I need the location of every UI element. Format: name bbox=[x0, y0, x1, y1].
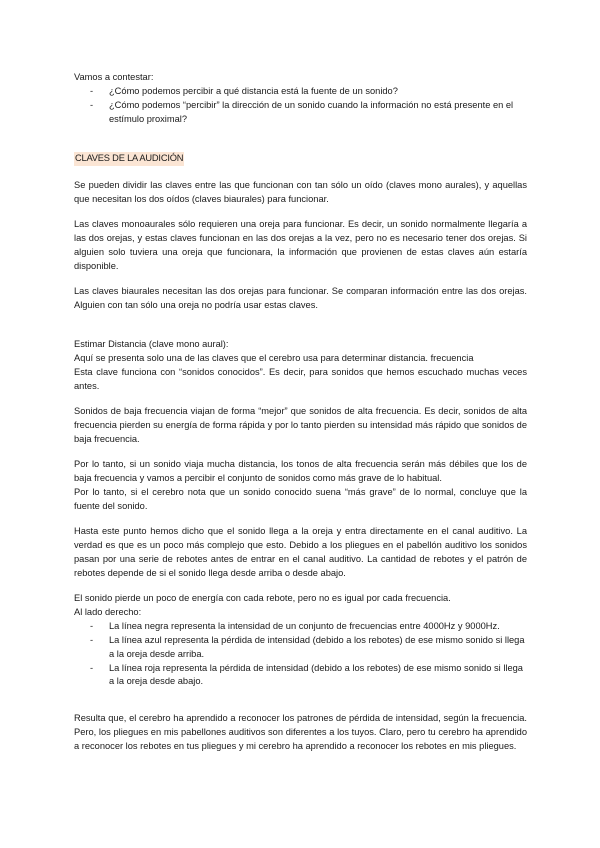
list-item-text: La línea roja representa la pérdida de intensidad (debido a los rebotes) de ese mismo sonido si llega a la oreja desde abajo. bbox=[109, 662, 523, 687]
bullet: - bbox=[90, 620, 94, 631]
list-item-text: La línea azul representa la pérdida de intensidad (debido a los rebotes) de ese mismo sonido si llega a la oreja desde arriba. bbox=[109, 634, 525, 659]
list-item bbox=[74, 634, 527, 662]
subheading: Estimar Distancia (clave mono aural): bbox=[74, 339, 229, 349]
intro-lead: Vamos a contestar: bbox=[74, 72, 154, 82]
paragraph-text: Se pueden dividir las claves entre las que funcionan con tan sólo un oído (claves mono aurales), y aquellas que necesitan los dos oídos (claves biaurales) para funcionar. bbox=[74, 180, 527, 204]
list-item-text: La línea negra representa la intensidad de un conjunto de frecuencias entre 4000Hz y 9000Hz. bbox=[109, 620, 500, 631]
section-heading bbox=[74, 152, 527, 166]
paragraph-1 bbox=[74, 179, 527, 207]
paragraph-text: El sonido pierde un poco de energía con cada rebote, pero no es igual por cada frecuencia. bbox=[74, 593, 451, 603]
paragraph-5 bbox=[74, 405, 527, 447]
lines-list bbox=[74, 620, 527, 690]
paragraph-text: Esta clave funciona con “sonidos conocidos”. Es decir, para sonidos que hemos escuchado muchas veces antes. bbox=[74, 366, 527, 391]
list-item bbox=[74, 85, 527, 99]
section-title: CLAVES DE LA AUDICIÓN bbox=[74, 152, 184, 166]
paragraph-9 bbox=[74, 712, 527, 754]
paragraph-text: Resulta que, el cerebro ha aprendido a reconocer los patrones de pérdida de intensidad, según la frecuencia. Pero, los pliegues en mis pabellones auditivos son diferentes a los tuyos. Claro, pero tu cerebro ha aprendido a reconocer los rebotes en tus pliegues y mi cerebro ha aprendido a reconocer los rebotes en mis pliegues. bbox=[74, 713, 527, 751]
paragraph-text: Hasta este punto hemos dicho que el sonido llega a la oreja y entra directamente en el canal auditivo. La verdad es que es un poco más complejo que esto. Debido a los pliegues en el pabellón auditivo los sonidos pasan por una serie de rebotes antes de entrar en el canal auditivo. La cantidad de rebotes y el patrón de rebotes depende de si el sonido llega desde arriba o desde abajo. bbox=[74, 526, 527, 578]
paragraph-text: Sonidos de baja frecuencia viajan de forma “mejor” que sonidos de alta frecuencia. Es decir, sonidos de alta frecuencia pierden su energía de forma rápida y por lo tanto pierden su intensidad más rápido que sonidos de baja frecuencia. bbox=[74, 406, 527, 444]
list-item bbox=[74, 662, 527, 690]
paragraph-2 bbox=[74, 218, 527, 274]
paragraph-text: Las claves biaurales necesitan las dos orejas para funcionar. Se comparan información entre las dos orejas. Alguien con tan sólo una oreja no podría usar estas claves. bbox=[74, 286, 527, 310]
bullet: - bbox=[90, 634, 94, 645]
paragraph-text: Las claves monoaurales sólo requieren una oreja para funcionar. Es decir, un sonido normalmente llegaría a las dos orejas, y estas claves funcionan en las dos orejas a la vez, pero no es necesario tener dos orejas. Si alguien solo tuviera una oreja que funcionara, la información que provienen de estas claves aún estaría disponible. bbox=[74, 219, 527, 271]
paragraph-text: Por lo tanto, si el cerebro nota que un sonido conocido suena “más grave” de lo normal, concluye que la fuente del sonido. bbox=[74, 486, 527, 511]
list-item bbox=[74, 99, 527, 127]
bullet: - bbox=[90, 99, 94, 110]
paragraph-text: Aquí se presenta solo una de las claves que el cerebro usa para determinar distancia. frecuencia bbox=[74, 352, 474, 363]
paragraph-3 bbox=[74, 285, 527, 313]
paragraph-text: Por lo tanto, si un sonido viaja mucha distancia, los tonos de alta frecuencia serán más débiles que los de baja frecuencia y vamos a percibir el conjunto de sonidos como más grave de lo habitual. bbox=[74, 459, 527, 483]
question-text: ¿Cómo podemos “percibir” la dirección de un sonido cuando la información no está presente en el estímulo proximal? bbox=[109, 99, 514, 124]
paragraph-8 bbox=[74, 592, 527, 689]
bullet: - bbox=[90, 85, 94, 96]
bullet: - bbox=[90, 662, 94, 673]
paragraph-7 bbox=[74, 525, 527, 581]
intro-section bbox=[74, 71, 527, 127]
paragraph-6 bbox=[74, 458, 527, 514]
list-item bbox=[74, 620, 527, 634]
paragraph-distance bbox=[74, 338, 527, 394]
question-text: ¿Cómo podemos percibir a qué distancia está la fuente de un sonido? bbox=[109, 85, 398, 96]
paragraph-text: Al lado derecho: bbox=[74, 606, 142, 617]
intro-question-list bbox=[74, 85, 527, 127]
